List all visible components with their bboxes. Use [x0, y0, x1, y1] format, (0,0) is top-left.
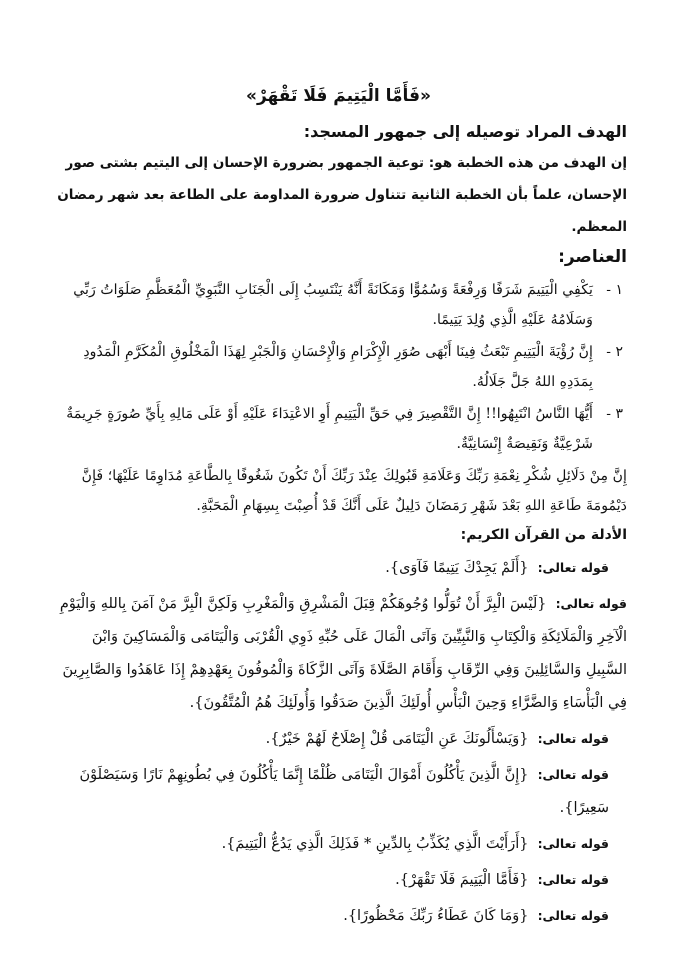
quote-item	[50, 587, 627, 719]
quote-label: قوله تعالى:	[537, 908, 609, 923]
list-item	[50, 337, 627, 397]
item-text: إِنَّ رُؤْيَةَ الْيَتِيمِ تَبْعَثُ فِينَا أَبْهَى صُوَرِ الْإِكْرَامِ وَالْإِحْسَانِ وَالْجَبْرِ لِهَذَا الْمَخْلُوقِ الْمُكَرَّمِ الْمَدُودِ بِمَدَدِهِ اللهُ جَلَّ جَلَالُهُ.	[83, 344, 593, 390]
quote-item	[50, 863, 627, 896]
quote-text: {وَيَسْأَلُونَكَ عَنِ الْيَتَامَى قُلْ إِصْلَاحٌ لَهُمْ خَيْرٌ}.	[265, 731, 529, 747]
item-text: أَيُّهَا النَّاسُ انْتَبِهُوا!! إِنَّ التَّقْصِيرَ فِي حَقِّ الْيَتِيمِ أَوِ الاعْتِدَاءَ عَلَيْهِ أَوْ عَلَى مَالِهِ بِأَيِّ صُورَةٍ جَرِيمَةٌ شَرْعِيَّةٌ وَنَقِيصَةٌ إِنْسَانِيَّةٌ.	[66, 406, 593, 452]
quote-label: قوله تعالى:	[537, 836, 609, 851]
quote-item	[50, 827, 627, 860]
elements-list	[50, 275, 627, 459]
quran-quotes	[50, 551, 627, 932]
page-title: «فَأَمَّا الْيَتِيمَ فَلَا تَقْهَرْ»	[246, 86, 431, 106]
quote-text: {فَأَمَّا الْيَتِيمَ فَلَا تَقْهَرْ}.	[395, 872, 529, 888]
quote-label: قوله تعالى:	[537, 872, 609, 887]
list-item	[50, 275, 627, 335]
quote-text: {وَمَا كَانَ عَطَاءُ رَبِّكَ مَحْظُورًا}.	[343, 908, 529, 924]
quote-label: قوله تعالى:	[537, 560, 609, 575]
quote-label: قوله تعالى:	[555, 596, 627, 611]
quote-item	[50, 899, 627, 932]
item-number: ٢ -	[606, 344, 623, 360]
goal-paragraph: إن الهدف من هذه الخطبة هو: توعية الجمهور بضرورة الإحسان إلى اليتيم بشتى صور الإحسان، علماً بأن الخطبة الثانية تتناول ضرورة المداومة على الطاعة بعد شهر رمضان المعظم.	[57, 155, 627, 235]
quote-label: قوله تعالى:	[537, 731, 609, 746]
item-text: يَكْفِي الْيَتِيمَ شَرَفًا وَرِفْعَةً وَسُمُوًّا وَمَكَانَةً أَنَّهُ يَنْتَسِبُ إِلَى الْجَنَابِ النَّبَوِيِّ الْمُعَظَّمِ صَلَوَاتُ رَبِّي وَسَلَامُهُ عَلَيْهِ الَّذِي وُلِدَ يَتِيمًا.	[73, 282, 593, 328]
quote-label: قوله تعالى:	[537, 767, 609, 782]
closing-paragraph: إِنَّ مِنْ دَلَائِلِ شُكْرِ نِعْمَةِ رَبِّكَ وَعَلَامَةِ قَبُولِكَ عِنْدَ رَبِّكَ أَنْ تَكُونَ شَغُوفًا بِالطَّاعَةِ مُدَاوِمًا عَلَيْهَا؛ فَإِنَّ دَيْمُومَةَ طَاعَةِ اللهِ بَعْدَ شَهْرِ رَمَضَانَ دَلِيلٌ عَلَى أَنَّكَ قَدْ أُصِبْتَ بِسِهَامِ الْمَحَبَّةِ.	[81, 468, 627, 514]
quote-item	[50, 551, 627, 584]
goal-heading: الهدف المراد توصيله إلى جمهور المسجد:	[303, 122, 627, 141]
quote-text: {لَيْسَ الْبِرَّ أَنْ تُوَلُّوا وُجُوهَكُمْ قِبَلَ الْمَشْرِقِ وَالْمَغْرِبِ وَلَكِنَّ الْبِرَّ مَنْ آمَنَ بِاللهِ وَالْيَوْمِ الْآخِرِ وَالْمَلَائِكَةِ وَالْكِتَابِ وَالنَّبِيِّينَ وَآتَى الْمَالَ عَلَى حُبِّهِ ذَوِي الْقُرْبَى وَالْيَتَامَى وَالْمَسَاكِينَ وَابْنَ السَّبِيلِ وَالسَّائِلِينَ وَفِي الرِّقَابِ وَأَقَامَ الصَّلَاةَ وَآتَى الزَّكَاةَ وَالْمُوفُونَ بِعَهْدِهِمْ إِذَا عَاهَدُوا وَالصَّابِرِينَ فِي الْبَأْسَاءِ وَالضَّرَّاءِ وَحِينَ الْبَأْسِ أُولَئِكَ الَّذِينَ صَدَقُوا وَأُولَئِكَ هُمُ الْمُتَّقُونَ}.	[59, 596, 627, 711]
list-item	[50, 399, 627, 459]
elements-heading: العناصر:	[558, 247, 627, 267]
quote-text: {أَلَمْ يَجِدْكَ يَتِيمًا فَآوَى}.	[385, 560, 529, 576]
quote-text: {إِنَّ الَّذِينَ يَأْكُلُونَ أَمْوَالَ الْيَتَامَى ظُلْمًا إِنَّمَا يَأْكُلُونَ فِي بُطُونِهِمْ نَارًا وَسَيَصْلَوْنَ سَعِيرًا}.	[79, 767, 609, 816]
quote-text: {أَرَأَيْتَ الَّذِي يُكَذِّبُ بِالدِّينِ * فَذَلِكَ الَّذِي يَدُعُّ الْيَتِيمَ}.	[221, 836, 529, 852]
quote-item	[50, 722, 627, 755]
item-number: ١ -	[606, 282, 623, 298]
item-number: ٣ -	[606, 406, 623, 422]
quote-item	[50, 758, 627, 824]
evidence-heading: الأدلة من القرآن الكريم:	[460, 527, 627, 543]
